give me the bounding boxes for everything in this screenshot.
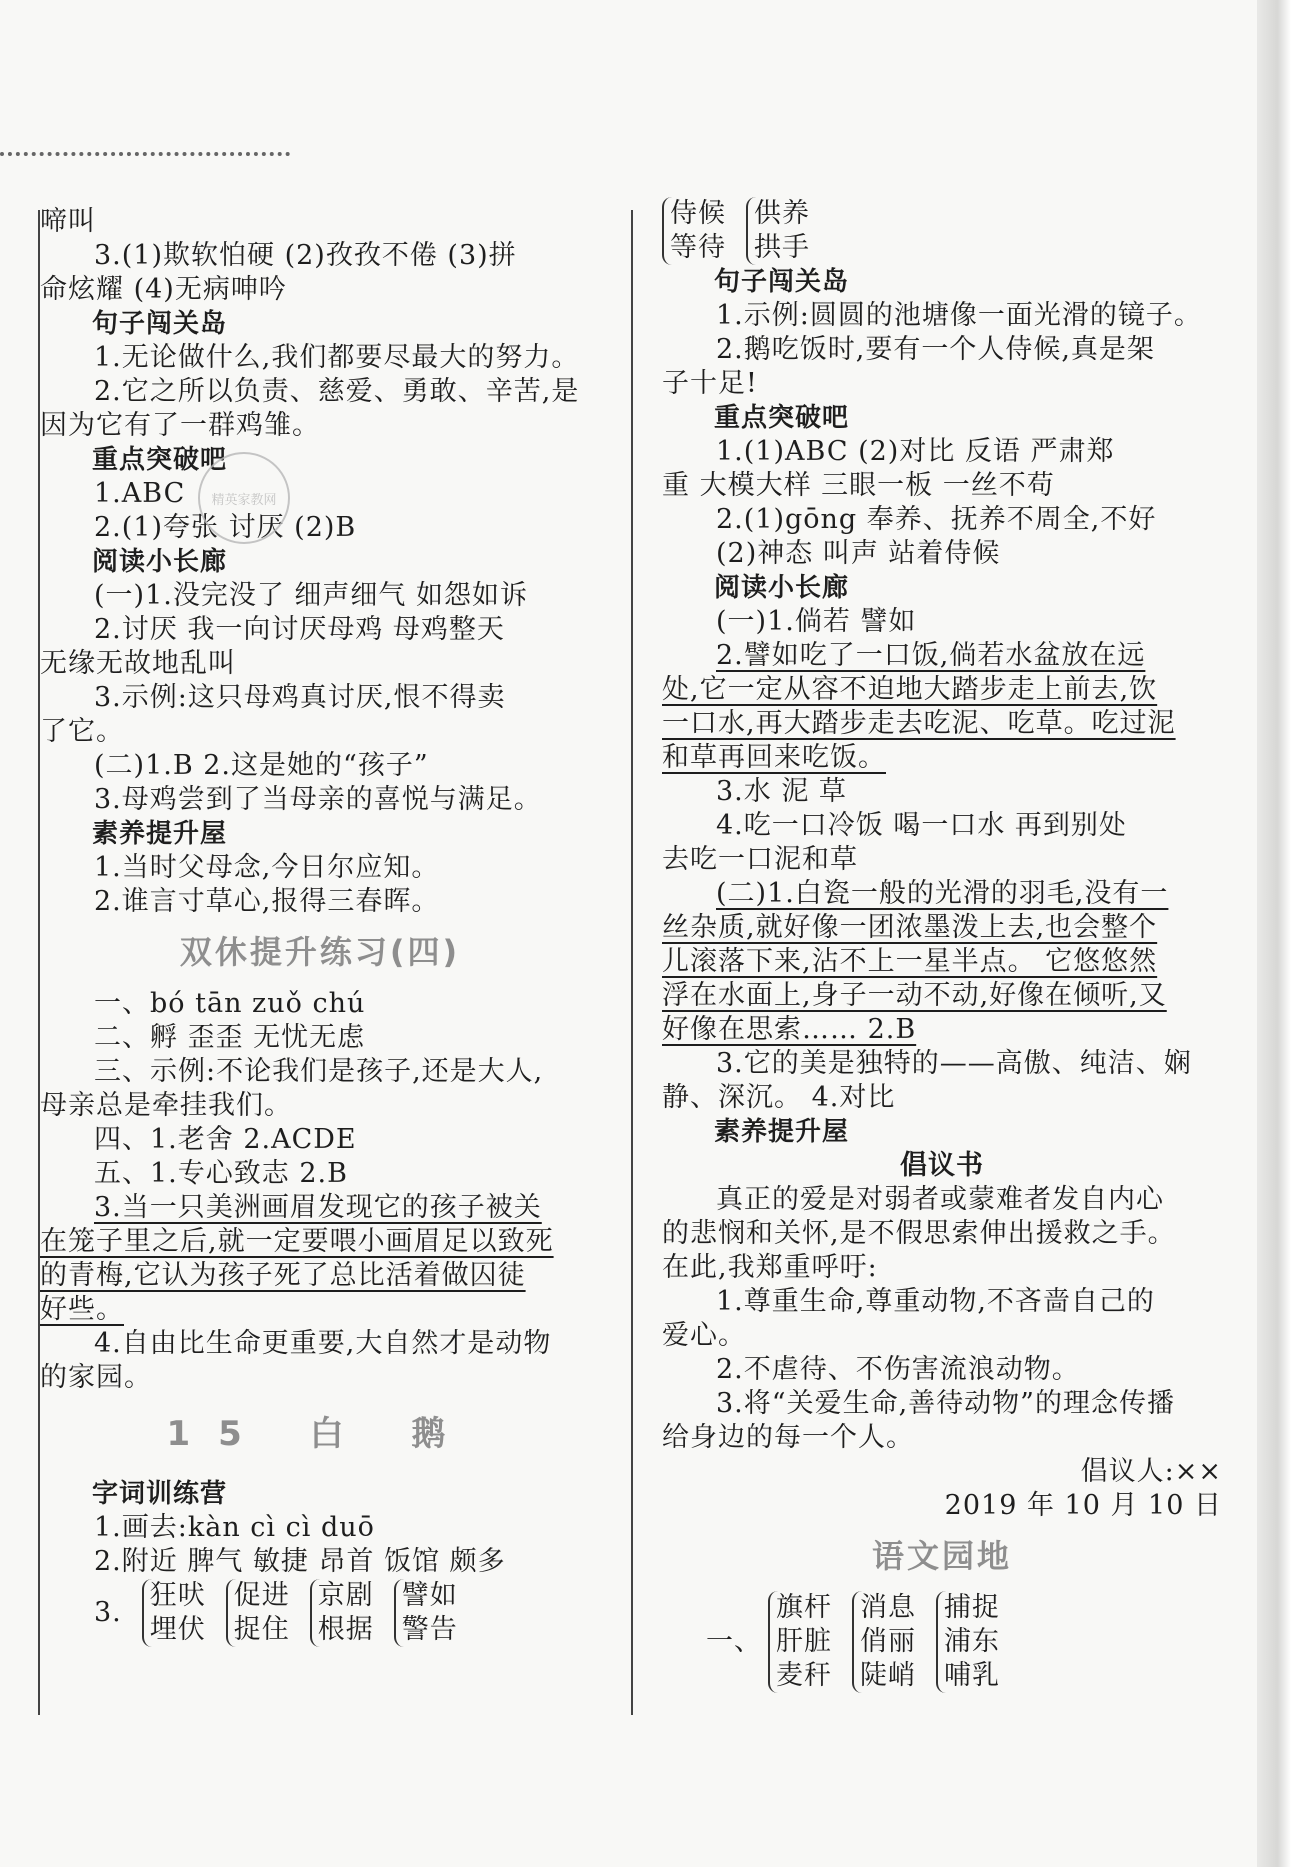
- underlined-answer-line: 3.当一只美洲画眉发现它的孩子被关: [94, 1192, 542, 1223]
- underlined-answer-line: 一口水,再大踏步走去吃泥、吃草。吃过泥: [662, 708, 1176, 739]
- word-pair: [226, 1579, 290, 1647]
- section-heading: 重点突破吧: [714, 403, 850, 433]
- word: 俏丽: [860, 1626, 916, 1657]
- answer-line: 啼叫: [40, 206, 96, 237]
- word: 捉住: [233, 1614, 290, 1645]
- item-number: 3.: [94, 1597, 122, 1628]
- word: 供养: [754, 198, 810, 229]
- answer-line: 去吃一口泥和草: [662, 844, 858, 875]
- word-pair: [310, 1579, 374, 1647]
- word-pair: [662, 197, 726, 265]
- answer-line: 爱心。: [662, 1320, 746, 1351]
- answer-line: 五、1.专心致志 2.B: [94, 1158, 348, 1189]
- answer-line: 真正的爱是对弱者或蒙难者发自内心: [716, 1184, 1164, 1215]
- underlined-answer-line: 和草再回来吃饭。: [662, 742, 886, 773]
- section-heading: 字词训练营: [92, 1479, 228, 1509]
- answer-line: 2.(1)夸张 讨厌 (2)B: [94, 512, 357, 543]
- stamp-text: 精英家教网: [211, 492, 277, 508]
- underlined-answer-line: 浮在水面上,身子一动不动,好像在倾听,又: [662, 980, 1167, 1011]
- answer-line: 3.它的美是独特的——高傲、纯洁、娴: [716, 1048, 1192, 1079]
- underlined-answer-line: 好像在思索…… 2.B: [662, 1014, 917, 1045]
- answer-line: 的悲悯和关怀,是不假思索伸出援救之手。: [662, 1218, 1176, 1249]
- section-heading: 阅读小长廊: [714, 573, 850, 603]
- word: 消息: [860, 1592, 916, 1623]
- answer-line: 3.母鸡尝到了当母亲的喜悦与满足。: [94, 784, 542, 815]
- lesson-title: 15 白 鹅: [166, 1414, 474, 1454]
- word: 警告: [401, 1614, 458, 1645]
- garden-title: 语文园地: [871, 1537, 1012, 1575]
- section-heading: 素养提升屋: [92, 819, 228, 849]
- word: 捕捉: [944, 1592, 1000, 1623]
- column-divider: [631, 210, 633, 1715]
- date: 2019 年 10 月 10 日: [944, 1490, 1222, 1521]
- answer-line: 1.尊重生命,尊重动物,不吝啬自己的: [716, 1286, 1155, 1317]
- word: 拱手: [754, 232, 810, 263]
- underlined-answer-line: 的青梅,它认为孩子死了总比活着做囚徒: [40, 1260, 526, 1291]
- dotted-rule: [0, 152, 290, 156]
- word: 侍候: [670, 198, 726, 229]
- answer-line: 2.不虐待、不伤害流浪动物。: [716, 1354, 1080, 1385]
- word: 京剧: [317, 1580, 374, 1611]
- word: 旗杆: [776, 1592, 832, 1623]
- answer-line: 1.当时父母念,今日尔应知。: [94, 852, 440, 883]
- answer-line: 静、深沉。 4.对比: [662, 1082, 896, 1113]
- word: 譬如: [401, 1580, 458, 1611]
- practice-title: 双休提升练习(四): [179, 933, 461, 971]
- answer-line: 因为它有了一群鸡雏。: [40, 410, 320, 441]
- answer-line: 2.谁言寸草心,报得三春晖。: [94, 886, 440, 917]
- left-column: [40, 205, 600, 1647]
- answer-line: (一)1.倘若 譬如: [716, 606, 917, 637]
- section-heading: 阅读小长廊: [92, 547, 228, 577]
- watermark-stamp: [198, 452, 290, 544]
- word-triple: [852, 1591, 916, 1693]
- answer-line: 1.无论做什么,我们都要尽最大的努力。: [94, 342, 580, 373]
- answer-line: 2.鹅吃饭时,要有一个人侍候,真是架: [716, 334, 1155, 365]
- word-triple: [768, 1591, 832, 1693]
- answer-line: 2.它之所以负责、慈爱、勇敢、辛苦,是: [94, 376, 580, 407]
- answer-line: 重 大模大样 三眼一板 一丝不苟: [662, 470, 1055, 501]
- answer-line: 二、孵 歪歪 无忧无虑: [94, 1022, 366, 1053]
- section-heading: 句子闯关岛: [92, 309, 228, 339]
- answer-line: 1.(1)ABC (2)对比 反语 严肃郑: [716, 436, 1115, 467]
- word: 根据: [317, 1614, 374, 1645]
- answer-line: 3.将“关爱生命,善待动物”的理念传播: [716, 1388, 1175, 1419]
- answer-line: 2.讨厌 我一向讨厌母鸡 母鸡整天: [94, 614, 505, 645]
- word-pair: [142, 1579, 206, 1647]
- answer-line: 4.吃一口冷饭 喝一口水 再到别处: [716, 810, 1127, 841]
- answer-line: 3.水 泥 草: [716, 776, 847, 807]
- answer-line: 无缘无故地乱叫: [40, 648, 236, 679]
- word: 哺乳: [944, 1660, 1000, 1691]
- word: 埋伏: [149, 1614, 206, 1645]
- word-pair-group: [94, 1579, 600, 1647]
- word-pair: [746, 197, 810, 265]
- answer-line: 3.(1)欺软怕硬 (2)孜孜不倦 (3)拼: [94, 240, 517, 271]
- word-triple: [936, 1591, 1000, 1693]
- answer-line: 四、1.老舍 2.ACDE: [94, 1124, 357, 1155]
- word: 浦东: [944, 1626, 1000, 1657]
- underlined-answer-line: 在笼子里之后,就一定要喂小画眉足以致死: [40, 1226, 554, 1257]
- signature: 倡议人:××: [1080, 1456, 1222, 1487]
- answer-line: 1.画去:kàn cì cì duō: [94, 1512, 375, 1543]
- answer-line: 在此,我郑重呼吁:: [662, 1252, 878, 1283]
- answer-line: 一、bó tān zuǒ chú: [94, 988, 366, 1019]
- word: 狂吠: [149, 1580, 206, 1611]
- right-column: [662, 198, 1222, 1693]
- torn-page-edge: [1257, 0, 1291, 1867]
- word: 肝脏: [776, 1626, 832, 1657]
- word: 陡峭: [860, 1660, 916, 1691]
- answer-line: (2)神态 叫声 站着侍候: [716, 538, 1001, 569]
- answer-line: 的家园。: [40, 1362, 152, 1393]
- underlined-answer-line: 处,它一定从容不迫地大踏步走上前去,饮: [662, 674, 1158, 705]
- word-pair: [394, 1579, 458, 1647]
- answer-line: (一)1.没完没了 细声细气 如怨如诉: [94, 580, 528, 611]
- section-heading: 重点突破吧: [92, 445, 228, 475]
- word: 麦秆: [776, 1660, 832, 1691]
- word-pair-group: [662, 197, 1222, 265]
- answer-line: 1.示例:圆圆的池塘像一面光滑的镜子。: [716, 300, 1202, 331]
- word: 促进: [233, 1580, 290, 1611]
- proposal-title: 倡议书: [900, 1150, 984, 1181]
- underlined-answer-line: 好些。: [40, 1294, 124, 1325]
- answer-line: 2.(1)gōng 奉养、抚养不周全,不好: [716, 504, 1157, 535]
- answer-line: 母亲总是牵挂我们。: [40, 1090, 292, 1121]
- answer-line: 2.附近 脾气 敏捷 昂首 饭馆 颇多: [94, 1546, 506, 1577]
- answer-line: 3.示例:这只母鸡真讨厌,恨不得卖: [94, 682, 506, 713]
- answer-line: 三、示例:不论我们是孩子,还是大人,: [94, 1056, 544, 1087]
- word-triples: [768, 1591, 1000, 1693]
- word-garden-group: [706, 1591, 1222, 1693]
- answer-line: 4.自由比生命更重要,大自然才是动物: [94, 1328, 552, 1359]
- answer-line: 命炫耀 (4)无病呻吟: [40, 274, 287, 305]
- underlined-answer-line: (二)1.白瓷一般的光滑的羽毛,没有一: [716, 878, 1169, 909]
- section-heading: 素养提升屋: [714, 1117, 850, 1147]
- word: 等待: [670, 232, 726, 263]
- answer-line: 了它。: [40, 716, 124, 747]
- item-number: 一、: [706, 1626, 762, 1657]
- answer-line: 1.ABC: [94, 478, 186, 509]
- answer-line: 给身边的每一个人。: [662, 1422, 914, 1453]
- section-heading: 句子闯关岛: [714, 267, 850, 297]
- underlined-answer-line: 2.譬如吃了一口饭,倘若水盆放在远: [716, 640, 1146, 671]
- answer-line: (二)1.B 2.这是她的“孩子”: [94, 750, 429, 781]
- answer-line: 子十足!: [662, 368, 758, 399]
- underlined-answer-line: 儿滚落下来,沾不上一星半点。 它悠悠然: [662, 946, 1158, 977]
- underlined-answer-line: 丝杂质,就好像一团浓墨泼上去,也会整个: [662, 912, 1158, 943]
